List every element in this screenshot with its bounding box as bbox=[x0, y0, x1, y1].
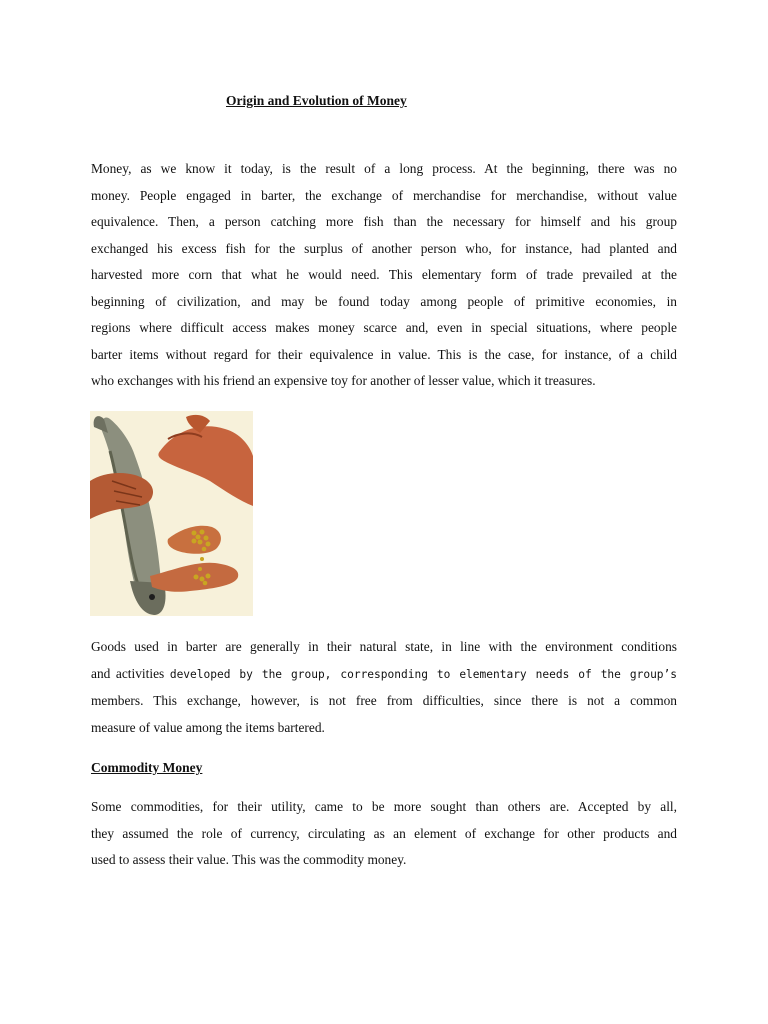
section-heading: Commodity Money bbox=[91, 760, 203, 775]
paragraph-line: barter items without regard for their equivalence in value. This is the case, for instance, of a child bbox=[91, 346, 677, 362]
paragraph-line: they assumed the role of currency, circulating as an element of exchange for other products and bbox=[91, 825, 677, 841]
barter-illustration-graphic bbox=[90, 411, 253, 616]
intro-paragraph bbox=[91, 156, 677, 395]
paragraph-line: regions where difficult access makes money scarce and, even in special situations, where people bbox=[91, 320, 677, 335]
barter-illustration bbox=[90, 411, 253, 616]
paragraph-line: money. People engaged in barter, the exchange of merchandise for merchandise, without value bbox=[91, 187, 677, 203]
paragraph-line: Money, as we know it today, is the result of a long process. At the beginning, there was no bbox=[91, 161, 677, 176]
paragraph-line-mixed bbox=[91, 661, 677, 689]
paragraph-line: beginning of civilization, and may be found today among people of primitive economies, in bbox=[91, 293, 677, 309]
paragraph-line: measure of value among the items bartered. bbox=[91, 719, 325, 735]
paragraph-fragment: and activities bbox=[91, 665, 170, 681]
paragraph-line: used to assess their value. This was the commodity money. bbox=[91, 852, 407, 867]
paragraph-fragment-mono: developed by the group, corresponding to elementary needs of the group’s bbox=[169, 667, 678, 681]
paragraph-line: equivalence. Then, a person catching more fish than the necessary for himself and his group bbox=[91, 214, 677, 229]
commodity-paragraph bbox=[91, 794, 677, 874]
barter-paragraph bbox=[91, 634, 677, 741]
paragraph-line: Some commodities, for their utility, came to be more sought than others are. Accepted by all, bbox=[91, 799, 677, 814]
paragraph-line: Goods used in barter are generally in their natural state, in line with the environment conditions bbox=[91, 639, 677, 654]
page-title: Origin and Evolution of Money bbox=[226, 93, 407, 108]
paragraph-line: exchanged his excess fish for the surplus of another person who, for instance, had planted and bbox=[91, 240, 677, 256]
paragraph-line: who exchanges with his friend an expensive toy for another of lesser value, which it treasures. bbox=[91, 373, 596, 388]
paragraph-line: members. This exchange, however, is not free from difficulties, since there is not a common bbox=[91, 693, 677, 708]
paragraph-line: harvested more corn that what he would need. This elementary form of trade prevailed at the bbox=[91, 267, 677, 282]
